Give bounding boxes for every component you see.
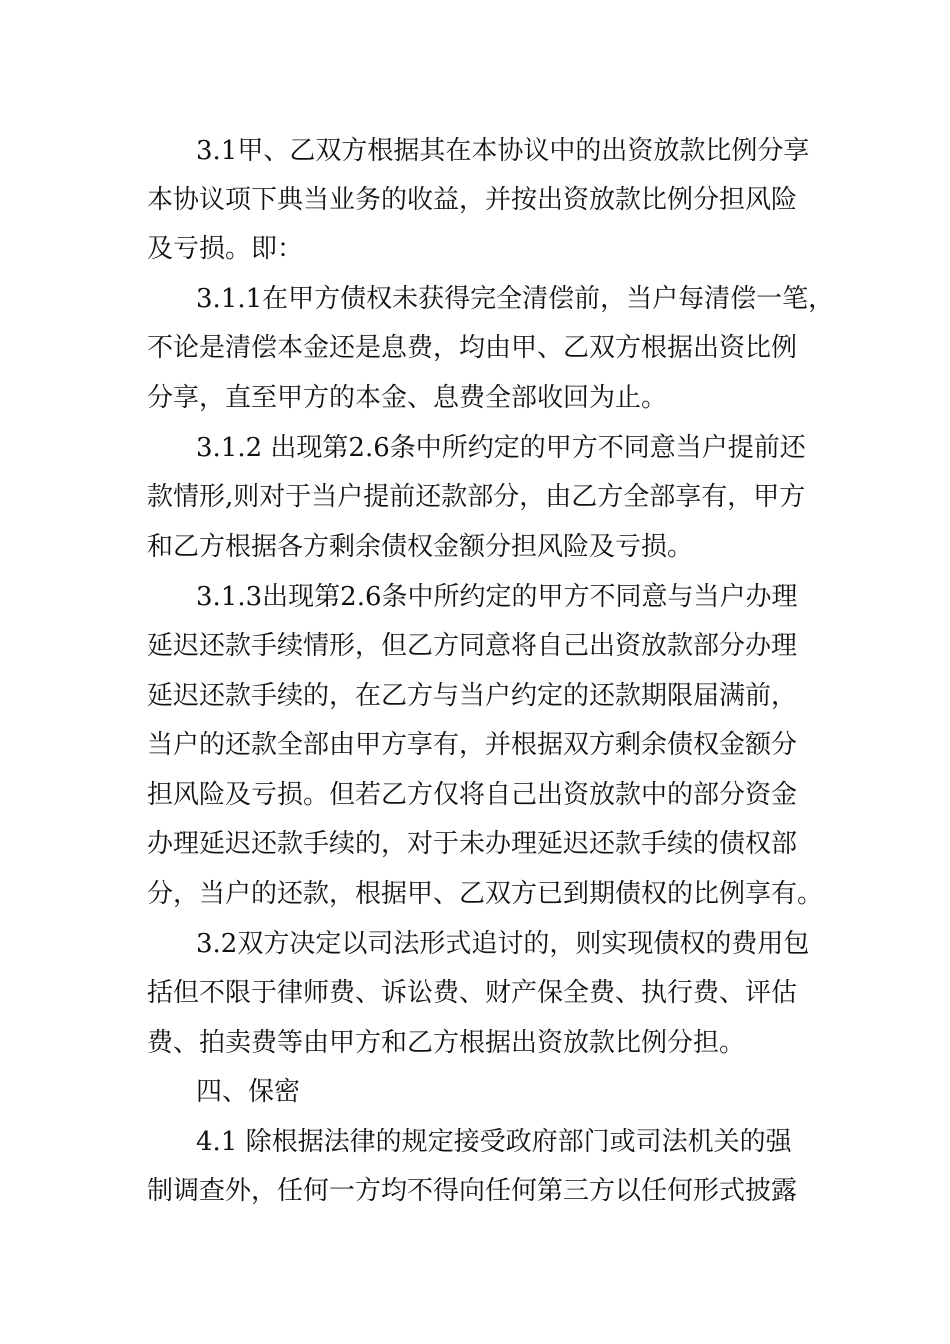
- paragraph-3-1-1-line-2: 不论是清偿本金还是息费，均由甲、乙双方根据出资比例: [147, 333, 798, 363]
- paragraph-3-2-line-1: 3.2双方决定以司法形式追讨的，则实现债权的费用包: [196, 929, 810, 959]
- paragraph-3-1-3-line-4: 当户的还款全部由甲方享有，并根据双方剩余债权金额分: [147, 730, 798, 760]
- paragraph-3-1-3-line-1: 3.1.3出现第2.6条中所约定的甲方不同意与当户办理: [196, 582, 798, 612]
- paragraph-3-1-2-line-1: 3.1.2 出现第2.6条中所约定的甲方不同意当户提前还: [196, 433, 806, 463]
- paragraph-3-1-2-line-3: 和乙方根据各方剩余债权金额分担风险及亏损。: [147, 532, 694, 562]
- paragraph-3-2-line-2: 括但不限于律师费、诉讼费、财产保全费、执行费、评估: [147, 978, 798, 1008]
- section-heading-confidentiality: 四、保密: [196, 1077, 301, 1107]
- paragraph-3-1-3-line-5: 担风险及亏损。但若乙方仅将自己出资放款中的部分资金: [147, 780, 798, 810]
- paragraph-3-1-3-line-7: 分，当户的还款，根据甲、乙双方已到期债权的比例享有。: [147, 879, 824, 909]
- paragraph-3-1-1-line-3: 分享，直至甲方的本金、息费全部收回为止。: [147, 383, 668, 413]
- paragraph-3-1-1-line-1: 3.1.1在甲方债权未获得完全清偿前，当户每清偿一笔，: [196, 284, 835, 314]
- paragraph-3-1-2-line-2: 款情形,则对于当户提前还款部分，由乙方全部享有，甲方: [147, 482, 806, 512]
- paragraph-3-2-line-3: 费、拍卖费等由甲方和乙方根据出资放款比例分担。: [147, 1028, 746, 1058]
- paragraph-3-1-line-1: 3.1甲、乙双方根据其在本协议中的出资放款比例分享: [196, 136, 810, 166]
- paragraph-3-1-line-2: 本协议项下典当业务的收益，并按出资放款比例分担风险: [147, 185, 798, 215]
- paragraph-3-1-3-line-2: 延迟还款手续情形，但乙方同意将自己出资放款部分办理: [147, 631, 798, 661]
- paragraph-3-1-3-line-6: 办理延迟还款手续的，对于未办理延迟还款手续的债权部: [147, 829, 798, 859]
- paragraph-3-1-line-3: 及亏损。即：: [147, 234, 304, 264]
- paragraph-3-1-3-line-3: 延迟还款手续的，在乙方与当户约定的还款期限届满前，: [147, 681, 798, 711]
- paragraph-4-1-line-2: 制调查外，任何一方均不得向任何第三方以任何形式披露: [147, 1176, 798, 1206]
- paragraph-4-1-line-1: 4.1 除根据法律的规定接受政府部门或司法机关的强: [196, 1127, 792, 1157]
